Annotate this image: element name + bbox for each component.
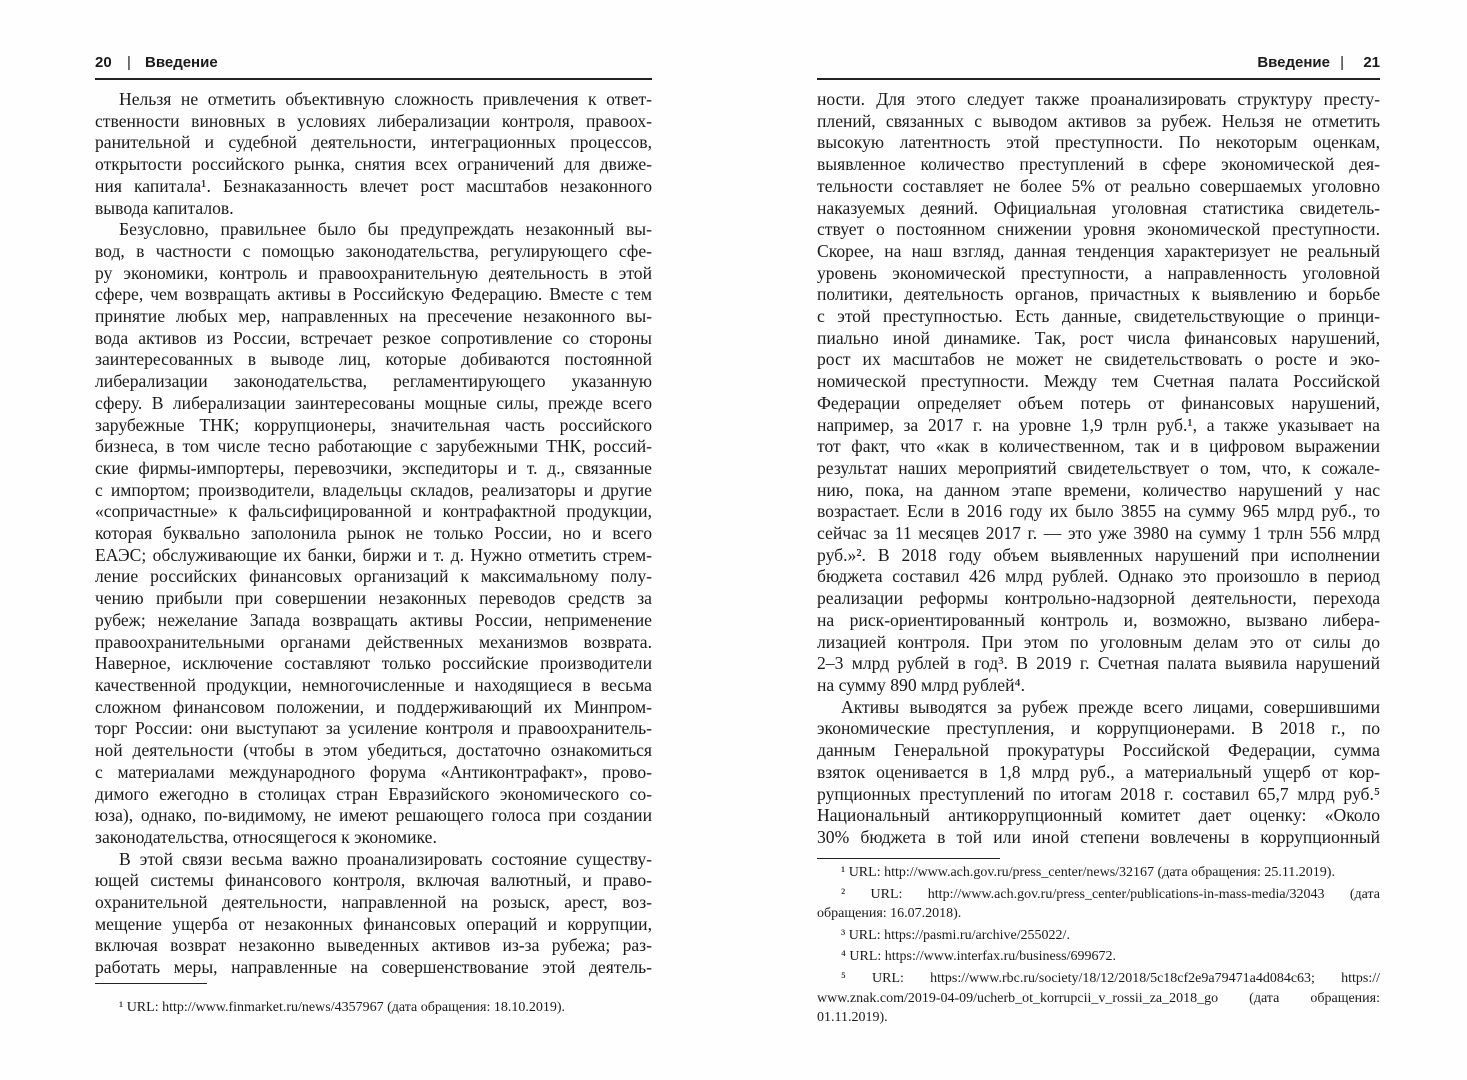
footnote [817,863,1380,883]
text-line: нию, пока, на данном этапе времени, количество нарушений у нас [817,479,1380,500]
text-line: наказуемых деяний. Официальная уголовная статистика свидетель- [817,197,1380,218]
text-line: сейчас за 11 месяцев 2017 г. — это уже 3980 на сумму 1 трлн 556 млрд [817,523,1380,544]
text-line: ру экономики, контроль и правоохранительную деятельность в этой [95,262,652,283]
text-line: чению прибыли при совершении незаконных переводов средств за [95,588,652,609]
text-line: 30% бюджета в той или иной степени вовлечены в коррупционный [817,826,1380,847]
text-line: сложном финансовом положении, и поддерживающий их Минпром- [95,696,652,717]
text-line: экономические преступления, и коррупционерами. В 2018 г., по [817,718,1380,739]
footnote-line: обращения: 16.07.2018). [817,906,962,922]
body-text [817,89,1380,849]
text-line: мещение ущерба от незаконных финансовых операций и коррупции, [95,913,652,934]
text-line: рост их масштабов не может не свидетельствовать о росте и эко- [817,349,1380,370]
footnote [95,998,652,1018]
text-line: политики, деятельность органов, причастных к выявлению и борьбе [817,284,1380,305]
paragraph [95,849,652,979]
paragraph [95,89,652,219]
text-line: Национальный антикоррупционный комитет дает оценку: «Около [817,805,1380,826]
text-line: димого ежегодно в столицах стран Евразийского экономического со- [95,783,652,804]
text-line: руб.»². В 2018 году объем выявленных нарушений при исполнении [817,544,1380,565]
text-line: зарубежные ТНК; коррупционеры, значительная часть российского [95,414,652,435]
text-line: 2–3 млрд рублей в год³. В 2019 г. Счетная палата выявила нарушений [817,653,1380,674]
text-line: вод, в частности с помощью законодательства, регулирующего сфе- [95,240,652,261]
header-separator: | [1340,54,1344,71]
text-line: ния капитала¹. Безнаказанность влечет рост масштабов незаконного [95,175,652,196]
text-line: «сопричастные» к фальсифицированной и контрафактной продукции, [95,501,652,522]
text-line: реализации реформы контрольно-надзорной деятельности, перехода [817,588,1380,609]
footnote-line: 01.11.2019). [817,1010,888,1026]
text-line: например, за 2017 г. на уровне 1,9 трлн руб.¹, а также указывает на [817,414,1380,435]
running-header [95,54,652,76]
header-rule [95,78,652,80]
text-line: пиально иной динамике. Так, рост числа финансовых нарушений, [817,327,1380,348]
text-line: с этой преступностью. Есть данные, свидетельствующие о принци- [817,306,1380,327]
footnote [817,947,1380,967]
text-line: Нельзя не отметить объективную сложность привлечения к ответ- [119,89,652,109]
text-line: либерализации законодательства, регламентирующего указанную [95,371,652,392]
text-line: ствует о постоянном снижении уровня экономической преступности. [817,219,1380,240]
text-line: заинтересованных в выводе лиц, которые добиваются постоянной [95,349,652,370]
text-line: включая возврат незаконно выведенных активов из-за рубежа; раз- [95,935,652,956]
footnote [817,926,1380,946]
text-line: рубеж; нежелание Запада возвращать активы России, неприменение [95,609,652,630]
text-line: торг России: они выступают за усиление контроля и правоохранитель- [95,718,652,739]
text-line: открытости российского рынка, снятия всех ограничений для движе- [95,154,652,175]
text-line: на риск-ориентированный контроль и, возможно, вызвано либера- [817,609,1380,630]
text-line: ственности виновных в условиях либерализации контроля, правоох- [95,110,652,131]
footnote-rule [817,858,1000,859]
text-line: лизацией контроля. При этом по уголовным делам это от силы до [817,631,1380,652]
footnote-line: ⁴ URL: https://www.interfax.ru/business/699672. [841,949,1117,965]
text-line: плений, связанных с выводом активов за рубеж. Нельзя не отметить [817,110,1380,131]
text-line: ЕАЭС; обслуживающие их банки, биржи и т. д. Нужно отметить стрем- [95,544,652,565]
text-line: с импортом; производители, владельцы складов, реализаторы и другие [95,479,652,500]
text-line: охранительной деятельности, направленной на розыск, арест, воз- [95,892,652,913]
text-line: вода активов из России, встречает резкое сопротивление со стороны [95,327,652,348]
text-line: бюджета составил 426 млрд рублей. Однако это произошло в период [817,566,1380,587]
footnote-line: ³ URL: https://pasmi.ru/archive/255022/. [841,927,1070,943]
text-line: качественной продукции, немногочисленные и находящиеся в весьма [95,674,652,695]
page-number: 20 [95,54,112,71]
text-line: В этой связи весьма важно проанализировать состояние существу- [119,848,652,869]
text-line: юза), однако, по-видимому, не имеют решающего голоса при создании [95,805,652,826]
text-line: правоохранительными органами действенных механизмов возврата. [95,631,652,652]
footnotes [817,863,1380,1030]
text-line: тельности составляет не более 5% от реально совершаемых уголовно [817,175,1380,196]
text-line: Федерации определяет объем потерь от финансовых нарушений, [817,392,1380,413]
header-separator: | [127,54,131,71]
page-number: 21 [1363,54,1380,71]
text-line: ющей системы финансового контроля, включая валютный, и право- [95,870,652,891]
text-line: ление российских финансовых организаций к максимальному полу- [95,566,652,587]
running-head-title: Введение [1257,54,1330,71]
text-line: выявленное количество преступлений в сфере экономической дея- [817,154,1380,175]
footnote-line: ¹ URL: http://www.ach.gov.ru/press_center/news/32167 (дата обращения: 25.11.2019). [841,865,1335,880]
text-line: данным Генеральной прокуратуры Российской Федерации, сумма [817,740,1380,761]
text-line: уровень экономической преступности, а направленность уголовной [817,262,1380,283]
text-line: Наверное, исключение составляют только российские производители [95,653,652,674]
body-text [95,89,652,979]
text-line: которая буквально заполонила рынок не только России, но и всего [95,523,652,544]
text-line: номической преступности. Между тем Счетная палата Российской [817,371,1380,392]
text-line: Активы выводятся за рубеж прежде всего лицами, совершившими [841,696,1380,717]
text-line: сферу. В либерализации заинтересованы мощные силы, прежде всего [95,392,652,413]
footnote-line: www.znak.com/2019-04-09/ucherb_ot_korrupcii_v_rossii_za_2018_go (дата обращения: [817,990,1380,1006]
text-line: бизнеса, в том числе тесно работающие с зарубежными ТНК, россий- [95,436,652,457]
text-line: вывода капиталов. [95,197,234,218]
header-rule [817,78,1380,80]
text-line: законодательства, относящегося к экономике. [95,826,437,847]
paragraph [95,219,652,848]
text-line: Скорее, на наш взгляд, данная тенденция характеризует не реальный [817,240,1380,261]
text-line: возрастает. Если в 2016 году их было 3855 на сумму 965 млрд руб., то [817,501,1380,522]
text-line: взяток оценивается в 1,8 млрд руб., а материальный ущерб от кор- [817,761,1380,782]
text-line: тот факт, что «как в количественном, так и в цифровом выражении [817,436,1380,457]
text-line: результат наших мероприятий свидетельствует о том, что, к сожале- [817,457,1380,478]
text-line: высокую латентность этой преступности. По некоторым оценкам, [817,132,1380,153]
text-line: ские фирмы-импортеры, перевозчики, экспедиторы и т. д., связанные [95,457,652,478]
footnote [817,885,1380,924]
text-line: принятие любых мер, направленных на пресечение незаконного вы- [95,306,652,327]
paragraph [817,89,1380,697]
text-line: ности. Для этого следует также проанализировать структуру престу- [817,89,1380,109]
running-head-title: Введение [145,54,218,71]
footnote-rule [95,983,207,984]
text-line: на сумму 890 млрд рублей⁴. [817,674,1026,695]
text-line: рупционных преступлений по итогам 2018 г. составил 65,7 млрд руб.⁵ [817,783,1380,804]
text-line: ной деятельности (чтобы в этом убедиться, достаточно ознакомиться [95,740,652,761]
text-line: сфере, чем возвращать активы в Российскую Федерацию. Вместе с тем [95,284,652,305]
footnote [817,969,1380,1028]
footnotes [95,998,652,1020]
text-line: Безусловно, правильнее было бы предупреждать незаконный вы- [119,219,652,240]
footnote-line: ¹ URL: http://www.finmarket.ru/news/4357967 (дата обращения: 18.10.2019). [119,1000,566,1015]
text-line: работать меры, направленные на совершенствование этой деятель- [95,957,652,978]
running-header [817,54,1380,76]
footnote-line: ² URL: http://www.ach.gov.ru/press_center/publications-in-mass-media/32043 (дата [841,886,1380,902]
paragraph [817,697,1380,849]
text-line: с материалами международного форума «Антиконтрафакт», прово- [95,761,652,782]
footnote-line: ⁵ URL: https://www.rbc.ru/society/18/12/2018/5c18cf2e9a79471a4d084c63; https:// [841,970,1380,986]
text-line: ранительной и судебной деятельности, интеграционных процессов, [95,132,652,153]
